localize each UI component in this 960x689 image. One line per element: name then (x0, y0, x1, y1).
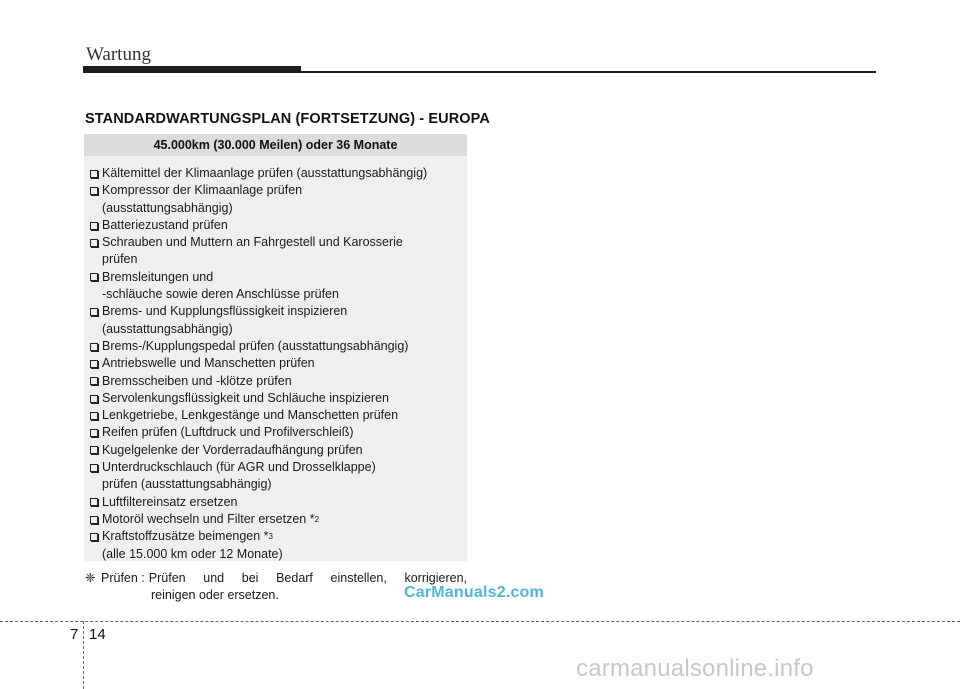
checklist-item (90, 511, 465, 528)
checklist-item (90, 338, 465, 355)
checkbox-icon (90, 273, 98, 281)
checklist-item (90, 165, 465, 182)
item-line (90, 528, 465, 545)
checklist-item (90, 442, 465, 459)
checkbox-icon (90, 343, 98, 351)
checkbox-icon (90, 187, 98, 195)
item-line (90, 511, 465, 528)
checkbox-icon (90, 464, 98, 472)
maintenance-box (84, 134, 467, 561)
checklist (90, 165, 465, 563)
checkbox-icon (90, 170, 98, 178)
checklist-item (90, 182, 465, 217)
item-continuation (90, 321, 465, 338)
checklist-item (90, 373, 465, 390)
footnote-ref: 3 (268, 532, 273, 542)
note-definition: Prüfen und bei Bedarf einstellen, korrigieren, (148, 571, 467, 585)
page-number: 14 (89, 626, 106, 643)
checklist-item (90, 234, 465, 269)
checklist-item (90, 355, 465, 372)
item-text: Kugelgelenke der Vorderradaufhängung prüfen (102, 442, 363, 457)
item-line (90, 182, 465, 199)
checkbox-icon (90, 498, 98, 506)
item-line (90, 234, 465, 251)
item-text: Kompressor der Klimaanlage prüfen (102, 183, 303, 198)
item-text: Lenkgetriebe, Lenkgestänge und Manschetten prüfen (102, 408, 399, 423)
note-symbol: ❈ (85, 571, 96, 585)
watermark-carmanuals2: CarManuals2.com (404, 584, 544, 601)
item-line (90, 373, 465, 390)
checklist-item (90, 424, 465, 441)
note-continuation: reinigen oder ersetzen. (151, 588, 279, 602)
item-text: (ausstattungsabhängig) (102, 321, 233, 336)
item-text: -schläuche sowie deren Anschlüsse prüfen (102, 287, 339, 302)
item-line (90, 165, 465, 182)
footer-divider (83, 621, 84, 689)
checkbox-icon (90, 412, 98, 420)
footnote-ref: 2 (314, 514, 320, 524)
checkbox-icon (90, 533, 98, 541)
item-line (90, 217, 465, 234)
checkbox-icon (90, 446, 98, 454)
checkbox-icon (90, 360, 98, 368)
item-text: prüfen (ausstattungsabhängig) (102, 477, 272, 492)
footer-rule (0, 621, 960, 622)
item-line (90, 494, 465, 511)
checkbox-icon (90, 429, 98, 437)
item-text: Brems- und Kupplungsflüssigkeit inspizieren (102, 304, 348, 319)
item-text: Bremsleitungen und (102, 269, 214, 284)
item-text: (ausstattungsabhängig) (102, 200, 233, 215)
checkbox-icon (90, 308, 98, 316)
item-line (90, 424, 465, 441)
item-continuation (90, 476, 465, 493)
item-line (90, 459, 465, 476)
item-continuation (90, 546, 465, 563)
checklist-item (90, 303, 465, 338)
item-text: Brems-/Kupplungspedal prüfen (ausstattungsabhängig) (102, 338, 409, 353)
item-text: Kraftstoffzusätze beimengen * (102, 529, 269, 544)
checkbox-icon (90, 222, 98, 230)
checkbox-icon (90, 239, 98, 247)
item-line (90, 269, 465, 286)
item-line (90, 390, 465, 407)
checklist-item (90, 407, 465, 424)
chapter-number: 7 (70, 626, 79, 643)
item-text: Motoröl wechseln und Filter ersetzen * (102, 511, 315, 526)
item-continuation (90, 286, 465, 303)
header-rule-thin (301, 71, 876, 73)
item-text: Antriebswelle und Manschetten prüfen (102, 356, 315, 371)
checklist-item (90, 217, 465, 234)
item-text: Luftfiltereinsatz ersetzen (102, 494, 238, 509)
item-line (90, 303, 465, 320)
checklist-item (90, 390, 465, 407)
header-rule-thick (83, 66, 301, 73)
item-text: Bremsscheiben und -klötze prüfen (102, 373, 292, 388)
item-text: Batteriezustand prüfen (102, 217, 228, 232)
item-continuation (90, 251, 465, 268)
section-title: STANDARDWARTUNGSPLAN (FORTSETZUNG) - EUROPA (85, 111, 490, 127)
checklist-item (90, 269, 465, 304)
checklist-item (90, 528, 465, 563)
interval-heading: 45.000km (30.000 Meilen) oder 36 Monate (84, 134, 467, 156)
item-text: Schrauben und Muttern an Fahrgestell und Karosserie (102, 235, 403, 250)
checkbox-icon (90, 516, 98, 524)
item-text: (alle 15.000 km oder 12 Monate) (102, 546, 283, 561)
item-line (90, 407, 465, 424)
checklist-item (90, 494, 465, 511)
item-text: Reifen prüfen (Luftdruck und Profilverschleiß) (102, 425, 354, 440)
item-line (90, 338, 465, 355)
header-title: Wartung (86, 44, 151, 65)
item-text: Servolenkungsflüssigkeit und Schläuche inspizieren (102, 390, 389, 405)
item-line (90, 355, 465, 372)
item-text: Kältemittel der Klimaanlage prüfen (ausstattungsabhängig) (102, 166, 428, 180)
checkbox-icon (90, 395, 98, 403)
item-text: Unterdruckschlauch (für AGR und Drosselklappe) (102, 460, 376, 475)
item-line (90, 442, 465, 459)
note-term: Prüfen : (101, 571, 145, 585)
watermark-carmanualsonline: carmanualsonline.info (576, 655, 814, 682)
item-text: prüfen (102, 252, 138, 267)
checkbox-icon (90, 377, 98, 385)
item-continuation (90, 200, 465, 217)
checklist-item (90, 459, 465, 494)
